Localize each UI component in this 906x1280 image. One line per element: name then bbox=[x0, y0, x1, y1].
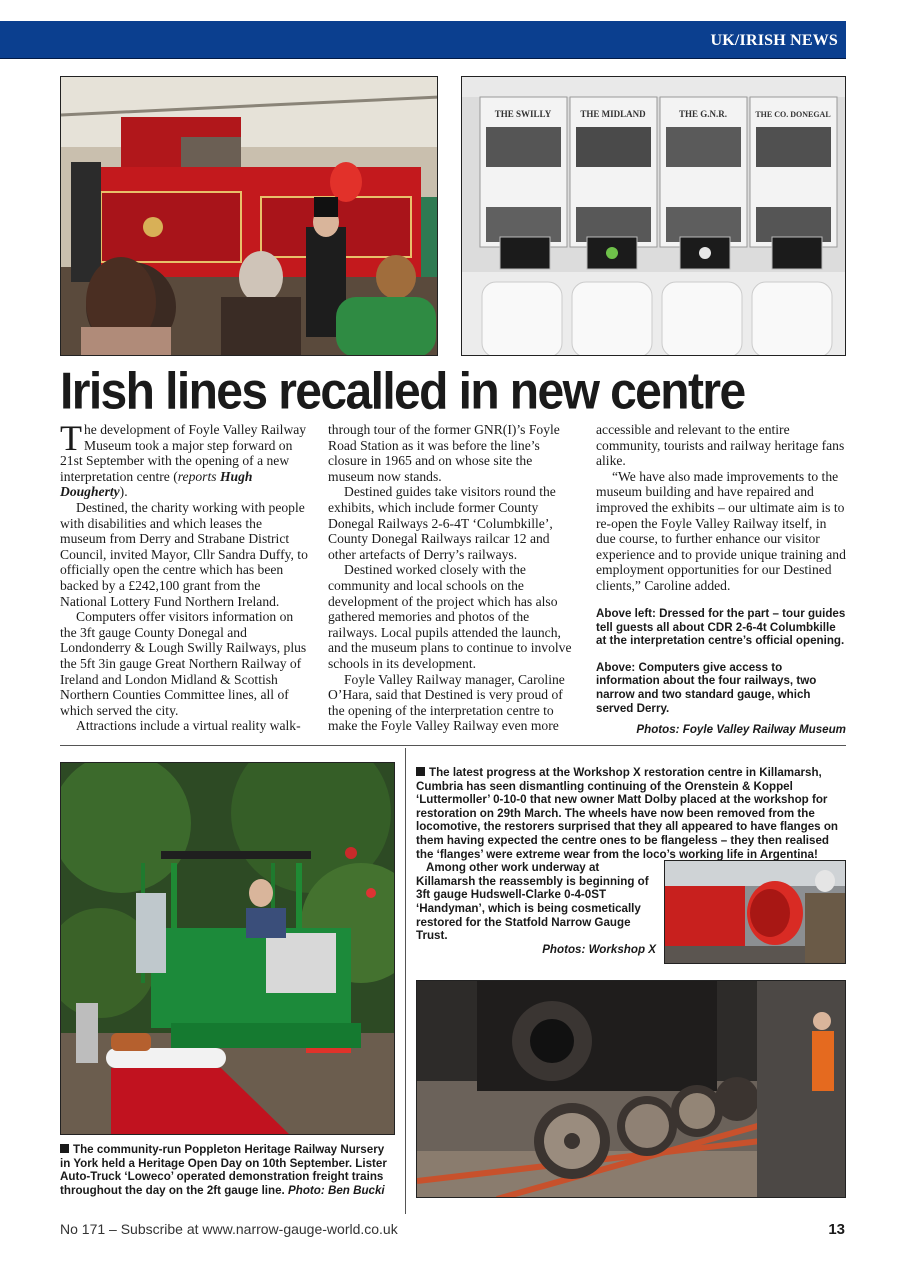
article-column-2 bbox=[328, 422, 578, 734]
article-paragraph: Destined guides take visitors round the exhibits, which include former County Donegal Railways 2-6-4T ‘Columbkille’, County Donegal Railways railcar 12 and other artefacts of Derry’s railways. bbox=[328, 484, 556, 562]
workshop-caption: The latest progress at the Workshop X restoration centre in Killamarsh, Cumbria has seen dismantling continuing of the Orenstein & Koppel ‘Luttermoller’ 0-10-0 that new owner Matt Dolby placed at the workshop for restoration on 29th March. The wheels have now been removed from the locomotive, the restorers surprised that they all appeared to have flanges on them having expected the centre ones to be flangeless – they then realised the ‘flanges’ were extreme wear from the loco’s working life in Argentina! Among other work underway at Killamarsh the reassembly is beginning of 3ft gauge Hudswell-Clarke 0-4-0ST ‘Handyman’, which is being cosmetically restored for the Statfold Narrow Gauge Trust. Photos: Workshop X bbox=[416, 766, 839, 956]
computer-displays-illustration bbox=[462, 77, 846, 356]
section-label: UK/IRISH NEWS bbox=[710, 32, 838, 49]
poppleton-loco-illustration bbox=[61, 763, 395, 1135]
article-paragraph: Computers offer visitors information on the 3ft gauge County Donegal and Londonderry & Lough Swilly Railways, plus the 5ft 3in gauge Great Northern Railway of Ireland and London Midland & Scottish Northern Counties Committee lines, all of which served the city. bbox=[60, 609, 307, 718]
photo-luttermoller-wheels bbox=[416, 980, 846, 1198]
caption-above-left: Above left: Dressed for the part – tour guides tell guests all about CDR 2-6-4t Columbkille at the interpretation centre’s official opening. bbox=[596, 607, 846, 648]
article-paragraph: accessible and relevant to the entire community, tourists and railway heritage fans alike. bbox=[596, 422, 845, 469]
article-headline: Irish lines recalled in new centre bbox=[60, 363, 745, 421]
page-number: 13 bbox=[828, 1221, 845, 1238]
author-name: Hugh Dougherty bbox=[60, 468, 253, 500]
panel-title-donegal: THE CO. DONEGAL bbox=[755, 110, 831, 119]
panel-title-midland: THE MIDLAND bbox=[580, 109, 646, 119]
top-photo-captions bbox=[596, 607, 846, 737]
article-column-3 bbox=[596, 422, 846, 594]
photo-credit: Photos: Foyle Valley Railway Museum bbox=[636, 723, 846, 737]
wheels-illustration bbox=[417, 981, 846, 1198]
article-paragraph: Destined, the charity working with people with disabilities and which leases the museum from Derry and Strabane District Council, invited Mayor, Cllr Sandra Duffy, to officially open the centre which has been backed by a £242,100 grant from the National Lottery Fund Northern Ireland. bbox=[60, 499, 308, 609]
footer-subscribe-text: No 171 – Subscribe at www.narrow-gauge-world.co.uk bbox=[60, 1221, 398, 1237]
caption-above: Above: Computers give access to information about the four railways, two narrow and two standard gauge, which served Derry. bbox=[596, 660, 817, 715]
panel-title-gnr: THE G.N.R. bbox=[678, 109, 728, 119]
poppleton-caption: The community-run Poppleton Heritage Railway Nursery in York held a Heritage Open Day on 10th September. Lister Auto-Truck ‘Loweco’ operated demonstration freight trains throughout the day on the 2ft gauge line. Photo: Ben Bucki bbox=[60, 1143, 387, 1197]
photo-credit: Photos: Workshop X bbox=[542, 942, 656, 956]
panel-title-swilly: THE SWILLY bbox=[494, 109, 552, 119]
drop-cap: T bbox=[60, 418, 82, 458]
section-divider bbox=[60, 745, 846, 746]
article-paragraph: Foyle Valley Railway manager, Caroline O’Hara, said that Destined is very proud of the opening of the interpretation centre to make the Foyle Valley Railway even more bbox=[328, 671, 565, 734]
bullet-square bbox=[416, 767, 425, 776]
photo-computer-displays bbox=[461, 76, 846, 356]
article-paragraph: The development of Foyle Valley Railway Museum took a major step forward on 21st September with the opening of a new interpretation centre (reports Hugh Dougherty). bbox=[60, 418, 307, 500]
photo-handyman-boiler bbox=[664, 860, 846, 964]
article-paragraph: Destined worked closely with the community and local schools on the development of the project which has also gathered memories and photos of the railways. Local pupils attended the launch, and the museum plans to continue to involve schools in its development. bbox=[328, 562, 572, 671]
article-paragraph: through tour of the former GNR(I)’s Foyle Road Station as it was before the line’s closure in 1965 and on whose site the museum now stands. bbox=[328, 422, 560, 484]
photo-credit: Photo: Ben Bucki bbox=[288, 1183, 385, 1197]
article-paragraph: Attractions include a virtual reality walk- bbox=[76, 718, 301, 734]
photo-locomotive-tour bbox=[60, 76, 438, 356]
workshop-paragraph: Among other work underway at Killamarsh the reassembly is beginning of 3ft gauge Hudswell-Clarke 0-4-0ST ‘Handyman’, which is being cosmetically restored for the Statfold Narrow Gauge Trust. bbox=[416, 861, 649, 943]
section-banner bbox=[0, 21, 846, 59]
locomotive-tour-illustration bbox=[61, 77, 438, 356]
photo-poppleton-loco bbox=[60, 762, 395, 1135]
bullet-square bbox=[60, 1144, 69, 1153]
boiler-illustration bbox=[665, 861, 846, 964]
column-divider bbox=[405, 748, 406, 1214]
article-paragraph: “We have also made improvements to the museum building and have repaired and improved the exhibits – our ultimate aim is to re-open the Foyle Valley Railway itself, in due course, to further enhance our visitor experience and to provide unique training and employment opportunities for our Destined clients,” Caroline added. bbox=[596, 468, 846, 593]
article-column-1 bbox=[60, 418, 310, 734]
